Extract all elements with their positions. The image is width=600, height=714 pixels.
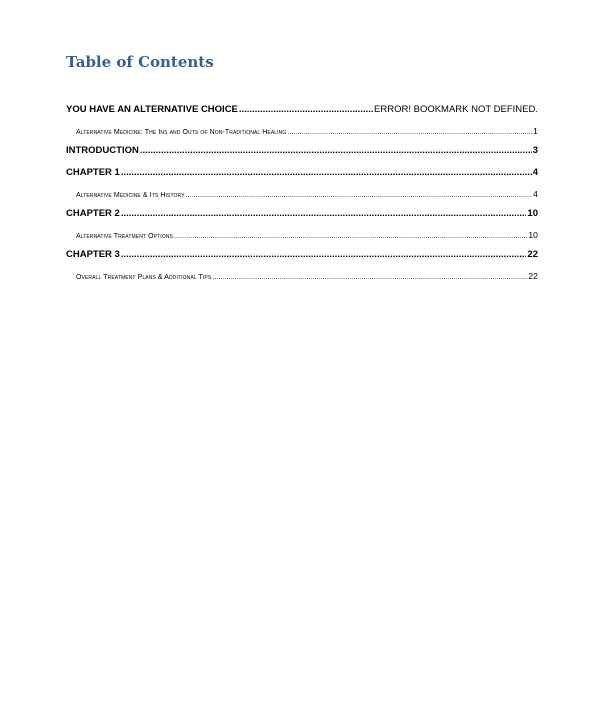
toc-entry-text: Alternative Treatment Options (76, 233, 173, 240)
toc-entry-chapter-1[interactable] (66, 167, 538, 179)
toc-entry-page: 4 (533, 189, 538, 199)
toc-dot-leader (239, 104, 373, 115)
toc-entry-introduction[interactable] (66, 145, 538, 157)
table-of-contents (66, 104, 538, 290)
toc-entry-page: 10 (527, 208, 538, 219)
toc-entry-page: 10 (528, 230, 538, 240)
toc-entry-overall-treatment-plans[interactable] (66, 271, 538, 281)
toc-entry-page: 1 (533, 126, 538, 136)
toc-entry-text: CHAPTER 3 (66, 249, 120, 260)
toc-entry-you-have-an-alternative-choice[interactable] (66, 104, 538, 116)
toc-entry-page: 3 (532, 145, 538, 156)
toc-dot-leader (186, 192, 533, 199)
toc-entry-text: INTRODUCTION (66, 145, 139, 156)
toc-entry-alternative-medicine-history[interactable] (66, 189, 538, 199)
toc-entry-alternative-treatment-options[interactable] (66, 230, 538, 240)
toc-dot-leader (174, 233, 527, 240)
toc-entry-text: CHAPTER 2 (66, 208, 120, 219)
toc-entry-alternative-medicine-ins-and-outs[interactable] (66, 126, 538, 136)
toc-dot-leader (121, 167, 532, 178)
toc-entry-text: CHAPTER 1 (66, 167, 120, 178)
toc-entry-chapter-3[interactable] (66, 249, 538, 261)
toc-entry-chapter-2[interactable] (66, 208, 538, 220)
toc-entry-text: Overall Treatment Plans & Additional Tips (76, 274, 212, 281)
toc-dot-leader (121, 208, 527, 219)
toc-entry-page: 4 (532, 167, 538, 178)
toc-entry-page: ERROR! BOOKMARK NOT DEFINED. (374, 104, 538, 115)
toc-dot-leader (287, 129, 532, 136)
toc-title: Table of Contents (66, 53, 214, 71)
toc-entry-page: 22 (528, 271, 538, 281)
toc-entry-text: Alternative Medicine & Its History (76, 192, 185, 199)
toc-entry-text: Alternative Medicine: The Ins and Outs of Non-Traditional Healing (76, 129, 287, 136)
toc-dot-leader (212, 274, 527, 281)
toc-entry-page: 22 (527, 249, 538, 260)
toc-dot-leader (140, 145, 532, 156)
toc-dot-leader (121, 249, 527, 260)
toc-entry-text: YOU HAVE AN ALTERNATIVE CHOICE (66, 104, 238, 115)
